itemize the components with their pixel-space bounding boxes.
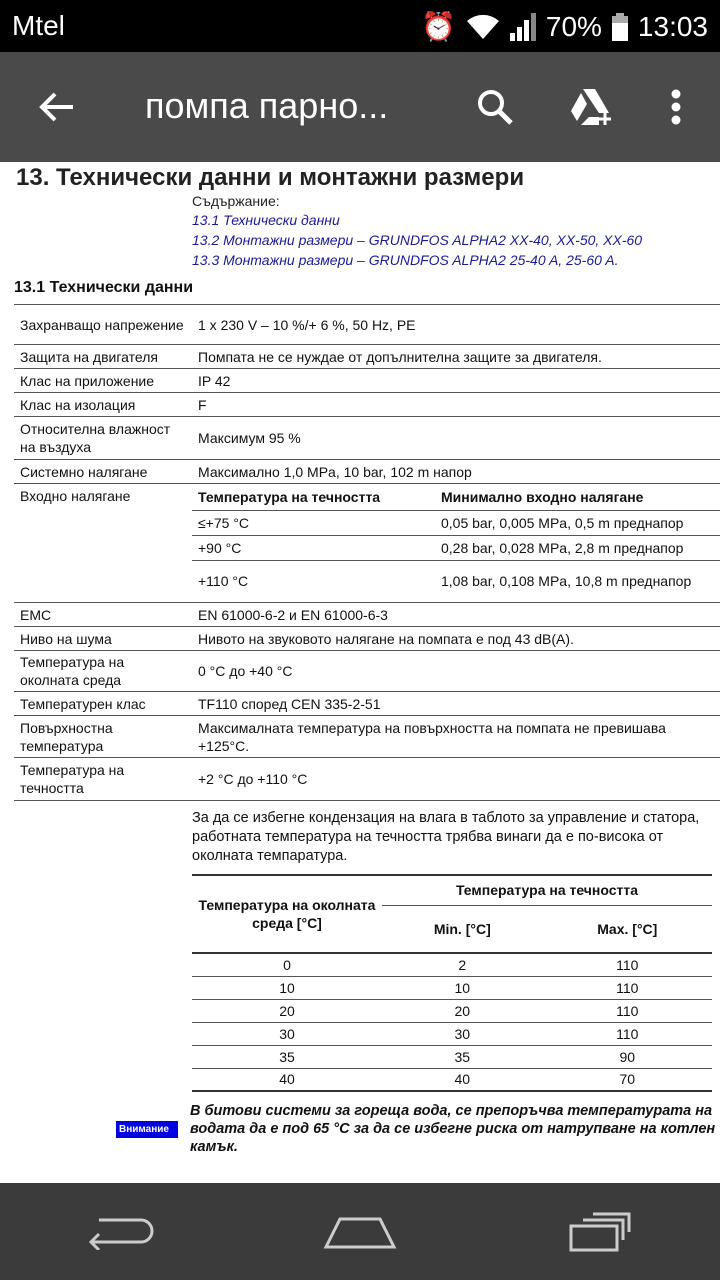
spec-value: Нивото на звуковото налягане на помпата е под 43 dB(A). xyxy=(192,627,720,651)
cell: 40 xyxy=(382,1068,543,1091)
spec-value: +2 °C до +110 °C xyxy=(192,758,720,801)
column-header: Max. [°C] xyxy=(543,905,712,953)
spec-value: EN 61000-6-2 и EN 61000-6-3 xyxy=(192,603,720,627)
table-row xyxy=(192,535,720,560)
more-vert-icon xyxy=(671,89,681,125)
table-row xyxy=(14,345,720,369)
spec-value: 0 °C до +40 °C xyxy=(192,651,720,692)
home-button[interactable] xyxy=(315,1202,405,1262)
table-row xyxy=(192,1068,712,1091)
table-row xyxy=(192,976,712,999)
drive-add-icon xyxy=(569,87,613,127)
spec-key: Температура на течността xyxy=(14,758,192,801)
toc-link[interactable]: 13.1 Технически данни xyxy=(192,212,340,228)
table-row xyxy=(14,417,720,460)
overflow-menu-button[interactable] xyxy=(651,82,701,132)
spec-key: Защита на двигателя xyxy=(14,345,192,369)
table-row xyxy=(14,484,720,603)
spec-key: Клас на изолация xyxy=(14,393,192,417)
spec-value: Максималната температура на повърхността на помпата не превишава +125°C. xyxy=(192,716,720,758)
cell: 20 xyxy=(192,999,382,1022)
spec-value: F xyxy=(192,393,720,417)
home-icon xyxy=(322,1215,398,1249)
inlet-pressure-table xyxy=(192,484,720,602)
clock: 13:03 xyxy=(637,10,708,42)
spec-key: Входно налягане xyxy=(14,484,192,603)
table-row xyxy=(14,651,720,692)
cell: 110 xyxy=(543,1022,712,1045)
temperature-table xyxy=(192,874,712,1092)
spec-value: Помпата не се нуждае от допълнителна защите за двигателя. xyxy=(192,345,720,369)
column-header: Температура на околната среда [°C] xyxy=(192,875,382,953)
section-title: 13.1 Технически данни xyxy=(14,279,194,296)
table-row xyxy=(192,1045,712,1068)
cell: ≤+75 °C xyxy=(192,510,435,535)
recents-button[interactable] xyxy=(555,1202,645,1262)
table-row xyxy=(14,305,720,345)
back-nav-icon xyxy=(85,1214,155,1250)
table-row xyxy=(192,510,720,535)
carrier-name: Mtel xyxy=(12,10,65,41)
table-row xyxy=(14,692,720,716)
wifi-icon xyxy=(466,13,500,41)
spec-key: EMC xyxy=(14,603,192,627)
navigation-bar xyxy=(0,1183,720,1280)
cell: +110 °C xyxy=(192,560,435,602)
spec-key: Системно налягане xyxy=(14,460,192,484)
spec-value: 1 x 230 V – 10 %/+ 6 %, 50 Hz, PE xyxy=(192,305,720,345)
warning-badge: Внимание xyxy=(116,1121,178,1138)
spec-key: Клас на приложение xyxy=(14,369,192,393)
spec-key: Относителна влажност на въздуха xyxy=(14,417,192,460)
back-nav-button[interactable] xyxy=(75,1202,165,1262)
condensation-note: За да се избегне кондензация на влага в таблото за управление и статора, работната температура на течността трябва винаги да е по-висока от околната темпаратура. xyxy=(192,810,700,864)
cell: 20 xyxy=(382,999,543,1022)
cell: 40 xyxy=(192,1068,382,1091)
column-group-header: Температура на течността xyxy=(382,875,712,905)
toc-link[interactable]: 13.3 Монтажни размери – GRUNDFOS ALPHA2 25-40 A, 25-60 A. xyxy=(192,252,619,268)
spec-value: TF110 според CEN 335-2-51 xyxy=(192,692,720,716)
cell: 70 xyxy=(543,1068,712,1091)
warning-note xyxy=(116,1102,720,1156)
table-row xyxy=(14,393,720,417)
signal-icon xyxy=(510,13,536,41)
spec-value: Максимално 1,0 MPa, 10 bar, 102 m напор xyxy=(192,460,720,484)
cell: 90 xyxy=(543,1045,712,1068)
cell: 110 xyxy=(543,953,712,976)
cell: 35 xyxy=(192,1045,382,1068)
cell: 30 xyxy=(382,1022,543,1045)
spec-key: Температура на околната среда xyxy=(14,651,192,692)
table-row xyxy=(192,999,712,1022)
column-header: Температура на течността xyxy=(198,488,381,505)
cell: 0 xyxy=(192,953,382,976)
contents-label: Съдържание: xyxy=(192,193,280,209)
alarm-icon: ⏰ xyxy=(421,11,456,42)
cell: 110 xyxy=(543,976,712,999)
column-header: Минимално входно налягане xyxy=(441,488,644,505)
search-button[interactable] xyxy=(470,82,520,132)
spec-value: IP 42 xyxy=(192,369,720,393)
cell: 30 xyxy=(192,1022,382,1045)
battery-percent: 70% xyxy=(545,10,602,42)
table-row xyxy=(192,1022,712,1045)
cell: 0,05 bar, 0,005 MPa, 0,5 m преднапор xyxy=(435,510,720,535)
app-toolbar xyxy=(0,52,720,162)
spec-key: Захранващо напрежение xyxy=(14,305,192,345)
document-title: помпа парно... xyxy=(145,85,389,126)
table-row xyxy=(14,758,720,801)
pdf-page[interactable] xyxy=(0,162,720,1183)
status-bar xyxy=(0,0,720,52)
spec-key: Повърхностна температура xyxy=(14,716,192,758)
spec-key: Ниво на шума xyxy=(14,627,192,651)
table-row xyxy=(14,716,720,758)
back-button[interactable] xyxy=(32,82,82,132)
table-row xyxy=(192,953,712,976)
cell: +90 °C xyxy=(192,535,435,560)
cell: 10 xyxy=(382,976,543,999)
table-row xyxy=(14,369,720,393)
specs-table xyxy=(14,304,720,801)
table-row xyxy=(14,603,720,627)
table-row xyxy=(192,560,720,602)
cell: 110 xyxy=(543,999,712,1022)
inlet-pressure-cell xyxy=(192,484,720,603)
spec-key: Температурен клас xyxy=(14,692,192,716)
add-to-drive-button[interactable] xyxy=(566,82,616,132)
table-row xyxy=(14,627,720,651)
cell: 1,08 bar, 0,108 MPa, 10,8 m преднапор xyxy=(435,560,720,602)
cell: 2 xyxy=(382,953,543,976)
cell: 10 xyxy=(192,976,382,999)
cell: 35 xyxy=(382,1045,543,1068)
document-top xyxy=(0,162,720,274)
column-header: Min. [°C] xyxy=(382,905,543,953)
doc-heading: 13. Технически данни и монтажни размери xyxy=(16,164,525,191)
cell: 0,28 bar, 0,028 MPa, 2,8 m преднапор xyxy=(435,535,720,560)
toc-link[interactable]: 13.2 Монтажни размери – GRUNDFOS ALPHA2 XX-40, XX-50, XX-60 xyxy=(192,232,643,248)
spec-value: Максимум 95 % xyxy=(192,417,720,460)
warning-text: В битови системи за гореща вода, се препоръчва температурата на водата да е под 65 °C за да се избегне риска от натрупване на котлен камък. xyxy=(190,1103,716,1155)
back-arrow-icon xyxy=(39,91,75,123)
table-row xyxy=(14,460,720,484)
battery-icon xyxy=(612,13,628,41)
search-icon xyxy=(475,87,515,127)
recents-icon xyxy=(569,1212,631,1252)
